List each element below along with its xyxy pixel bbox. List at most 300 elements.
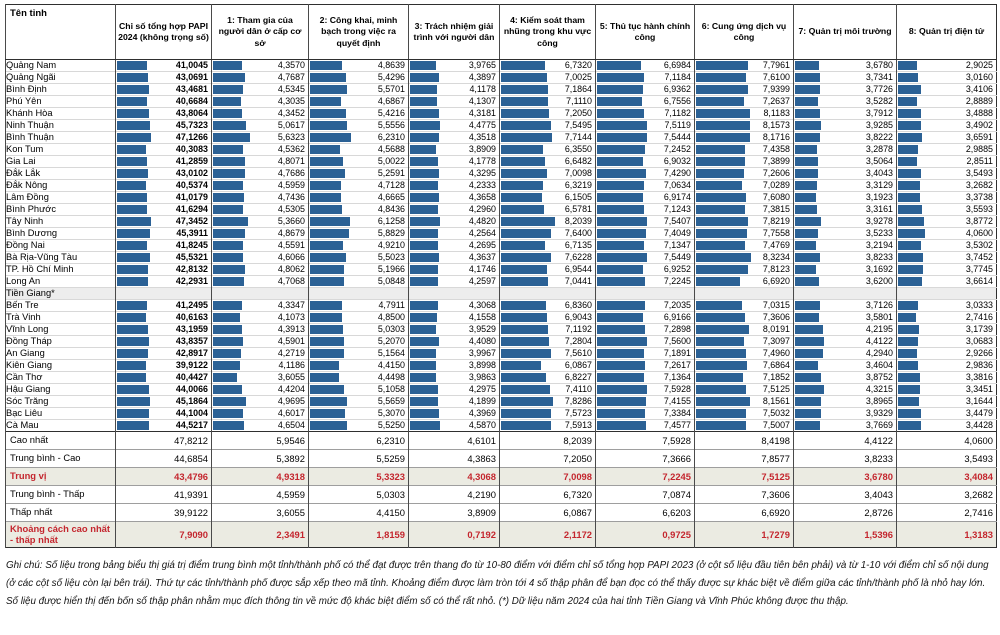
score-value: 3,3738 <box>965 192 993 202</box>
province-name: Kon Tum <box>6 144 116 156</box>
score-bar <box>213 157 245 166</box>
score-value: 8,1183 <box>763 108 790 118</box>
score-value: 5,1564 <box>377 348 405 358</box>
province-name: Hậu Giang <box>6 384 116 396</box>
score-value: 43,1959 <box>175 324 208 334</box>
score-bar <box>310 349 344 358</box>
score-value: 4,4204 <box>277 384 305 394</box>
province-name: Quảng Ngãi <box>6 72 116 84</box>
score-bar <box>795 253 820 262</box>
score-value: 3,7669 <box>865 420 893 430</box>
province-name: Gia Lai <box>6 156 116 168</box>
score-bar <box>795 133 820 142</box>
score-bar <box>410 193 439 202</box>
score-bar <box>410 253 439 262</box>
score-value: 5,4216 <box>377 108 405 118</box>
province-name: Đồng Nai <box>6 240 116 252</box>
score-bar <box>898 217 924 226</box>
score-value: 3,8772 <box>965 216 993 226</box>
score-bar <box>501 253 551 262</box>
score-bar <box>410 85 437 94</box>
score-bar <box>795 145 817 154</box>
score-bar <box>117 73 148 82</box>
summary-label: Khoảng cách cao nhất - thấp nhất <box>6 522 116 548</box>
summary-value: 0,7192 <box>467 529 496 540</box>
score-value: 4,1778 <box>468 156 496 166</box>
score-value: 7,5444 <box>663 132 691 142</box>
score-bar <box>310 157 343 166</box>
score-value: 4,5688 <box>377 144 405 154</box>
score-bar <box>898 385 920 394</box>
score-bar <box>213 121 246 130</box>
summary-value: 5,0303 <box>376 489 405 500</box>
score-bar <box>597 313 643 322</box>
table-row <box>6 192 997 204</box>
score-bar <box>795 109 820 118</box>
score-bar <box>213 73 245 82</box>
score-value: 7,0634 <box>663 180 691 190</box>
score-value: 4,2564 <box>468 228 496 238</box>
table-row <box>6 408 997 420</box>
score-value: 3,9278 <box>865 216 893 226</box>
score-bar <box>696 121 750 130</box>
score-value: 7,5495 <box>564 120 592 130</box>
score-bar <box>117 61 147 70</box>
score-bar <box>117 181 146 190</box>
score-bar <box>213 61 242 70</box>
score-value: 4,2597 <box>468 276 496 286</box>
papi-score-table <box>5 4 997 548</box>
score-bar <box>898 85 921 94</box>
score-value: 3,6055 <box>277 372 305 382</box>
summary-value: 0,9725 <box>662 529 691 540</box>
score-bar <box>213 409 243 418</box>
score-value: 8,0191 <box>762 324 790 334</box>
score-bar <box>213 241 243 250</box>
score-value: 6,9032 <box>663 156 691 166</box>
score-value: 4,2975 <box>468 384 496 394</box>
score-bar <box>696 325 749 334</box>
table-row <box>6 156 997 168</box>
summary-value: 3,8233 <box>864 453 893 464</box>
score-bar <box>310 205 342 214</box>
score-value: 6,7135 <box>564 240 592 250</box>
score-bar <box>410 97 437 106</box>
score-bar <box>501 193 542 202</box>
score-value: 3,4902 <box>965 120 993 130</box>
score-bar <box>213 133 250 142</box>
score-value: 4,7436 <box>277 192 305 202</box>
score-value: 4,3295 <box>468 168 496 178</box>
summary-value: 3,6780 <box>864 471 893 482</box>
score-value: 3,6591 <box>965 132 993 142</box>
score-bar <box>410 169 439 178</box>
score-bar <box>117 301 147 310</box>
score-bar <box>597 73 644 82</box>
score-value: 4,2695 <box>468 240 496 250</box>
score-bar <box>696 421 746 430</box>
score-bar <box>597 421 646 430</box>
score-bar <box>898 181 920 190</box>
province-name: Vĩnh Long <box>6 324 116 336</box>
score-bar <box>501 205 544 214</box>
footnote-text: Ghi chú: Số liệu trong bảng biểu thị giá trị điểm trung bình một tỉnh/thành phố có thể đạt được trên thang đo từ 10-80 điểm với điểm chỉ số tổng hợp PAPI 2023 (ở cột số liệu đầu tiên bên phải) và từ 1-10 với điểm chỉ số nội dung (ở các cột số liệu còn lại bên trái). Thứ tự các tỉnh/thành phố được sắp xếp theo mã tỉnh. Khoảng điểm được làm tròn tới 4 số thập phân để bạn đọc có thể thấy được sự khác biệt về điểm giữa các tỉnh/thành phố là nhỏ hay lớn. Số liệu được hiển thị đến bốn số thập phân nhằm mục đích thông tin về mức độ khác biệt điểm số có thể rất nhỏ. (*) Dữ liệu năm 2024 của hai tỉnh Tiền Giang và Vĩnh Phúc không được thu thập. <box>6 560 989 607</box>
table-row <box>6 360 997 372</box>
score-value: 2,7416 <box>965 312 993 322</box>
summary-value: 7,0098 <box>563 471 592 482</box>
score-value: 6,9166 <box>663 312 691 322</box>
score-bar <box>898 133 922 142</box>
score-value: 3,3816 <box>965 372 993 382</box>
score-bar <box>501 265 547 274</box>
score-bar <box>501 229 551 238</box>
score-value: 3,8909 <box>468 144 496 154</box>
score-value: 7,3384 <box>663 408 691 418</box>
score-value: 7,5007 <box>762 420 790 430</box>
province-name: Đắk Nông <box>6 180 116 192</box>
score-bar <box>898 265 923 274</box>
score-bar <box>898 337 918 346</box>
score-bar <box>410 109 439 118</box>
score-value: 6,9362 <box>663 84 691 94</box>
score-bar <box>898 109 921 118</box>
summary-value: 7,8577 <box>761 453 790 464</box>
score-bar <box>597 397 646 406</box>
score-value: 5,6323 <box>277 132 305 142</box>
score-bar <box>501 181 543 190</box>
summary-value: 4,3068 <box>467 471 496 482</box>
score-bar <box>696 277 740 286</box>
score-bar <box>898 277 922 286</box>
score-bar <box>501 145 543 154</box>
province-name: Đắk Lắk <box>6 168 116 180</box>
score-bar <box>898 97 917 106</box>
score-bar <box>597 229 646 238</box>
table-row <box>6 396 997 408</box>
table-row <box>6 324 997 336</box>
score-bar <box>310 121 347 130</box>
score-bar <box>501 61 545 70</box>
score-bar <box>310 385 344 394</box>
score-value: 4,1073 <box>277 312 305 322</box>
score-value: 7,5610 <box>564 348 592 358</box>
score-value: 7,9399 <box>762 84 790 94</box>
score-bar <box>310 277 344 286</box>
summary-value: 3,6055 <box>276 507 305 518</box>
score-bar <box>310 109 346 118</box>
score-bar <box>410 409 439 418</box>
score-bar <box>597 205 644 214</box>
score-value: 3,5302 <box>965 240 993 250</box>
score-bar <box>310 397 347 406</box>
score-bar <box>898 169 921 178</box>
score-bar <box>696 193 746 202</box>
summary-value: 1,5396 <box>864 529 893 540</box>
table-row <box>6 240 997 252</box>
score-value: 7,2035 <box>663 300 691 310</box>
province-name: Lâm Đồng <box>6 192 116 204</box>
score-value: 6,1258 <box>377 216 405 226</box>
score-bar <box>696 157 745 166</box>
score-value: 43,4681 <box>175 84 208 94</box>
score-bar <box>117 325 148 334</box>
score-value: 4,3969 <box>468 408 496 418</box>
score-bar <box>117 217 151 226</box>
score-value: 43,0102 <box>175 168 208 178</box>
score-bar <box>696 373 743 382</box>
score-bar <box>795 229 818 238</box>
score-bar <box>501 301 546 310</box>
summary-value: 4,4122 <box>864 435 893 446</box>
summary-value: 3,4084 <box>964 471 993 482</box>
column-header: 6: Cung ứng dịch vụ công <box>695 5 794 60</box>
score-value: 4,8679 <box>277 228 305 238</box>
score-value: 4,5345 <box>277 84 305 94</box>
score-bar <box>696 85 748 94</box>
score-bar <box>310 145 340 154</box>
score-bar <box>310 193 341 202</box>
summary-value: 6,2310 <box>376 435 405 446</box>
score-value: 7,5119 <box>664 120 691 130</box>
score-value: 47,3452 <box>175 216 208 226</box>
score-value: 7,4049 <box>663 228 691 238</box>
score-value: 3,7912 <box>865 108 893 118</box>
score-bar <box>696 169 744 178</box>
score-value: 4,5870 <box>468 420 496 430</box>
score-value: 7,0441 <box>564 276 592 286</box>
score-value: 7,4110 <box>565 384 592 394</box>
score-value: 4,1899 <box>468 396 496 406</box>
score-bar <box>597 373 644 382</box>
score-value: 6,8227 <box>564 372 592 382</box>
score-bar <box>898 229 925 238</box>
score-value: 7,5600 <box>663 336 691 346</box>
score-bar <box>898 409 921 418</box>
score-bar <box>213 277 244 286</box>
summary-value: 1,3183 <box>964 529 993 540</box>
score-value: 4,9210 <box>377 240 405 250</box>
summary-value: 7,2050 <box>563 453 592 464</box>
province-name: An Giang <box>6 348 116 360</box>
score-value: 5,5250 <box>377 420 405 430</box>
score-value: 3,5493 <box>965 168 993 178</box>
score-bar <box>696 241 745 250</box>
summary-value: 5,3892 <box>276 453 305 464</box>
summary-row <box>6 504 997 522</box>
score-bar <box>310 73 346 82</box>
score-value: 7,5449 <box>663 252 691 262</box>
score-bar <box>410 313 437 322</box>
summary-value: 5,9546 <box>276 435 305 446</box>
score-value: 5,5659 <box>377 396 405 406</box>
score-bar <box>410 397 438 406</box>
score-bar <box>696 205 745 214</box>
score-value: 7,4960 <box>762 348 790 358</box>
score-value: 3,2194 <box>865 240 893 250</box>
score-value: 4,6504 <box>277 420 305 430</box>
score-bar <box>213 253 243 262</box>
score-value: 4,2333 <box>468 180 496 190</box>
column-header: 4: Kiểm soát tham nhũng trong khu vực công <box>500 5 596 60</box>
score-value: 41,6294 <box>175 204 208 214</box>
score-bar <box>213 313 240 322</box>
score-value: 42,2931 <box>175 276 208 286</box>
score-value: 7,1891 <box>663 348 691 358</box>
score-bar <box>696 301 742 310</box>
score-value: 4,3035 <box>277 96 305 106</box>
score-bar <box>213 397 246 406</box>
score-value: 4,3637 <box>468 252 496 262</box>
summary-value: 2,1172 <box>563 529 592 540</box>
score-bar <box>795 205 817 214</box>
score-value: 5,2591 <box>377 168 405 178</box>
score-value: 8,1716 <box>762 132 790 142</box>
score-bar <box>410 265 438 274</box>
score-bar <box>898 73 918 82</box>
score-value: 4,3570 <box>277 60 305 70</box>
score-bar <box>410 157 438 166</box>
score-bar <box>795 301 820 310</box>
score-value: 3,9329 <box>865 408 893 418</box>
score-bar <box>597 61 641 70</box>
score-bar <box>501 313 547 322</box>
score-value: 7,1864 <box>564 84 592 94</box>
score-bar <box>597 277 645 286</box>
summary-value: 6,6920 <box>761 507 790 518</box>
score-value: 6,9174 <box>663 192 691 202</box>
summary-value: 6,7320 <box>563 489 592 500</box>
score-value: 3,5064 <box>865 156 893 166</box>
score-bar <box>213 193 244 202</box>
score-value: 3,0683 <box>965 336 993 346</box>
summary-value: 8,2039 <box>563 435 592 446</box>
score-bar <box>213 217 248 226</box>
score-bar <box>898 349 917 358</box>
score-bar <box>795 193 816 202</box>
table-row <box>6 108 997 120</box>
score-value: 7,1852 <box>762 372 790 382</box>
score-value: 6,9043 <box>564 312 592 322</box>
score-value: 7,1182 <box>664 108 691 118</box>
score-value: 4,7911 <box>378 300 405 310</box>
score-value: 7,4577 <box>663 420 691 430</box>
score-bar <box>117 205 147 214</box>
score-value: 42,8132 <box>175 264 208 274</box>
score-bar <box>213 229 245 238</box>
score-bar <box>117 193 147 202</box>
score-bar <box>795 157 818 166</box>
score-value: 4,3347 <box>277 300 305 310</box>
province-name: Cần Thơ <box>6 372 116 384</box>
score-bar <box>310 325 343 334</box>
score-value: 4,7686 <box>277 168 305 178</box>
score-bar <box>696 385 746 394</box>
score-value: 4,8436 <box>377 204 405 214</box>
score-bar <box>410 229 438 238</box>
score-value: 6,6482 <box>564 156 592 166</box>
province-name: Khánh Hòa <box>6 108 116 120</box>
table-row <box>6 276 997 288</box>
summary-value: 4,4150 <box>376 507 405 518</box>
score-value: 7,1347 <box>663 240 691 250</box>
score-value: 3,2682 <box>965 180 993 190</box>
score-value: 42,8917 <box>175 348 208 358</box>
summary-label: Trung vị <box>6 468 116 486</box>
score-value: 3,4428 <box>965 420 993 430</box>
score-bar <box>795 313 819 322</box>
score-value: 4,7068 <box>277 276 305 286</box>
score-value: 4,4775 <box>468 120 496 130</box>
table-row <box>6 384 997 396</box>
province-name: Long An <box>6 276 116 288</box>
score-bar <box>898 157 917 166</box>
score-value: 4,6665 <box>377 192 405 202</box>
summary-value: 7,5928 <box>662 435 691 446</box>
score-value: 6,3219 <box>564 180 592 190</box>
score-value: 7,7961 <box>762 60 790 70</box>
score-bar <box>597 157 643 166</box>
score-value: 4,2195 <box>865 324 893 334</box>
score-bar <box>310 229 349 238</box>
summary-label: Cao nhất <box>6 432 116 450</box>
score-value: 3,7341 <box>865 72 893 82</box>
score-value: 7,1192 <box>565 324 592 334</box>
summary-value: 2,7416 <box>964 507 993 518</box>
score-value: 43,8064 <box>175 108 208 118</box>
score-value: 4,3215 <box>865 384 893 394</box>
score-bar <box>501 133 552 142</box>
score-bar <box>795 373 821 382</box>
score-bar <box>117 97 147 106</box>
score-bar <box>696 253 751 262</box>
score-value: 3,7745 <box>965 264 993 274</box>
score-bar <box>597 85 643 94</box>
score-value: 7,5032 <box>762 408 790 418</box>
table-row <box>6 228 997 240</box>
score-value: 4,4080 <box>468 336 496 346</box>
score-value: 7,4358 <box>762 144 790 154</box>
score-value: 41,2495 <box>175 300 208 310</box>
score-value: 5,5023 <box>377 252 405 262</box>
score-value: 4,6017 <box>277 408 305 418</box>
score-bar <box>597 361 645 370</box>
score-bar <box>213 145 243 154</box>
score-value: 7,3815 <box>762 204 790 214</box>
header-row <box>6 5 997 60</box>
score-value: 4,3658 <box>468 192 496 202</box>
score-bar <box>898 205 922 214</box>
score-bar <box>696 313 745 322</box>
score-bar <box>117 85 149 94</box>
score-value: 7,0025 <box>564 72 592 82</box>
score-bar <box>213 361 240 370</box>
score-value: 3,0160 <box>965 72 993 82</box>
score-bar <box>310 61 342 70</box>
score-bar <box>795 85 820 94</box>
score-value: 45,5321 <box>175 252 208 262</box>
score-value: 5,5556 <box>377 120 405 130</box>
score-bar <box>795 397 821 406</box>
score-bar <box>310 421 347 430</box>
score-value: 3,9529 <box>468 324 496 334</box>
score-value: 6,2310 <box>377 132 405 142</box>
score-bar <box>410 217 440 226</box>
score-bar <box>597 133 647 142</box>
province-name: Bình Định <box>6 84 116 96</box>
table-row <box>6 84 997 96</box>
score-value: 43,0691 <box>175 72 208 82</box>
score-value: 7,8123 <box>762 264 790 274</box>
